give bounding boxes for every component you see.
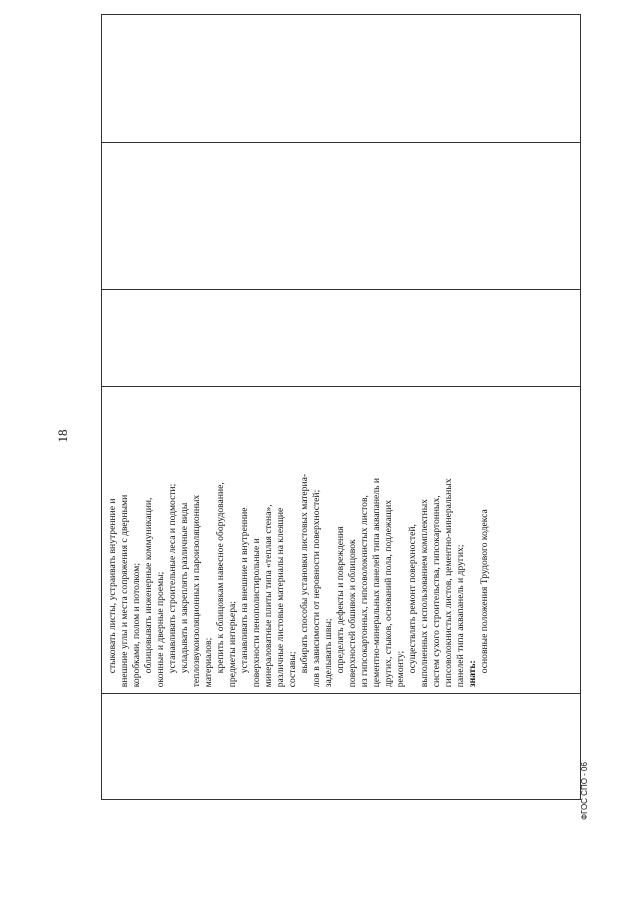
skills-text-line: лов в зависимости от неровности поверхностей; [311, 489, 322, 688]
skills-text-line: внешние углы и места сопряжения с дверными [119, 494, 130, 688]
skills-text-line: различные листовые материалы на клеящие [275, 507, 286, 688]
skills-text-line: систем сухого строительства, гипсокартонных, [431, 495, 442, 688]
skills-text-line: выбирать способы установки листовых материа- [299, 473, 310, 674]
skills-text-line: цементно-минеральных панелей типа аквапанель и [371, 478, 382, 688]
skills-text-line: поверхности пенополистирольные и [251, 538, 262, 688]
skills-text-line: устанавливать строительные леса и подмости; [167, 483, 178, 674]
skills-text-line: осуществлять ремонт поверхностей, [407, 524, 418, 674]
skills-text-line: устанавливать на внешние и внутренние [239, 507, 250, 674]
standards-table [101, 14, 581, 800]
skills-text-line: других, стыков, оснований пола, подлежащих [383, 499, 394, 688]
skills-text-line: предметы интерьера; [227, 601, 238, 688]
table-wrapper [101, 14, 581, 800]
skills-text-line: определять дефекты и повреждения [335, 526, 346, 674]
table-column-hours [102, 289, 580, 386]
skills-text-line: гипсоволокнистых листов, цементно-минеральных [443, 478, 454, 688]
page-footer: ФГОС СПО - 06 [580, 762, 589, 820]
skills-text-line: стыковать листы, устраивать внутренние и [107, 498, 118, 674]
skills-text-line: ремонту; [395, 650, 406, 688]
skills-text-line: оконные и дверные проемы; [155, 571, 166, 688]
skills-text-line: крепить к облицовкам навесное оборудование, [215, 482, 226, 674]
skills-text-line: облицовывать инженерные коммуникации, [143, 497, 154, 674]
table-column-disciplines [102, 142, 580, 290]
skills-text-line: заделывать швы; [323, 618, 334, 688]
table-column-competencies [102, 15, 580, 142]
skills-text-line: составы; [287, 651, 298, 688]
skills-text-line: знать: [467, 660, 478, 688]
skills-text-line: минераловатные плиты типа «теплая стена», [263, 504, 274, 688]
skills-text-line: из гипсокартонных, гипсоволокнистых листов, [359, 495, 370, 688]
table-column-index [102, 693, 580, 799]
skills-text-line: поверхностей обшивок и облицовок [347, 539, 358, 688]
skills-text-line: выполненных с использованием комплектных [419, 499, 430, 688]
skills-text-line: материалов; [203, 637, 214, 688]
skills-text-line: теплозвукоизоляционных и пароизоляционных [191, 494, 202, 688]
skills-text-line: укладывать и закреплять различные виды [179, 502, 190, 674]
skills-text-line: основные положения Трудового кодекса [479, 509, 490, 674]
skills-text-line: коробками, полом и потолком; [131, 562, 142, 688]
page-number: 18 [55, 429, 70, 443]
skills-text-line: панелей типа аквапанель и других; [455, 544, 466, 688]
table-column-skills [102, 386, 580, 693]
